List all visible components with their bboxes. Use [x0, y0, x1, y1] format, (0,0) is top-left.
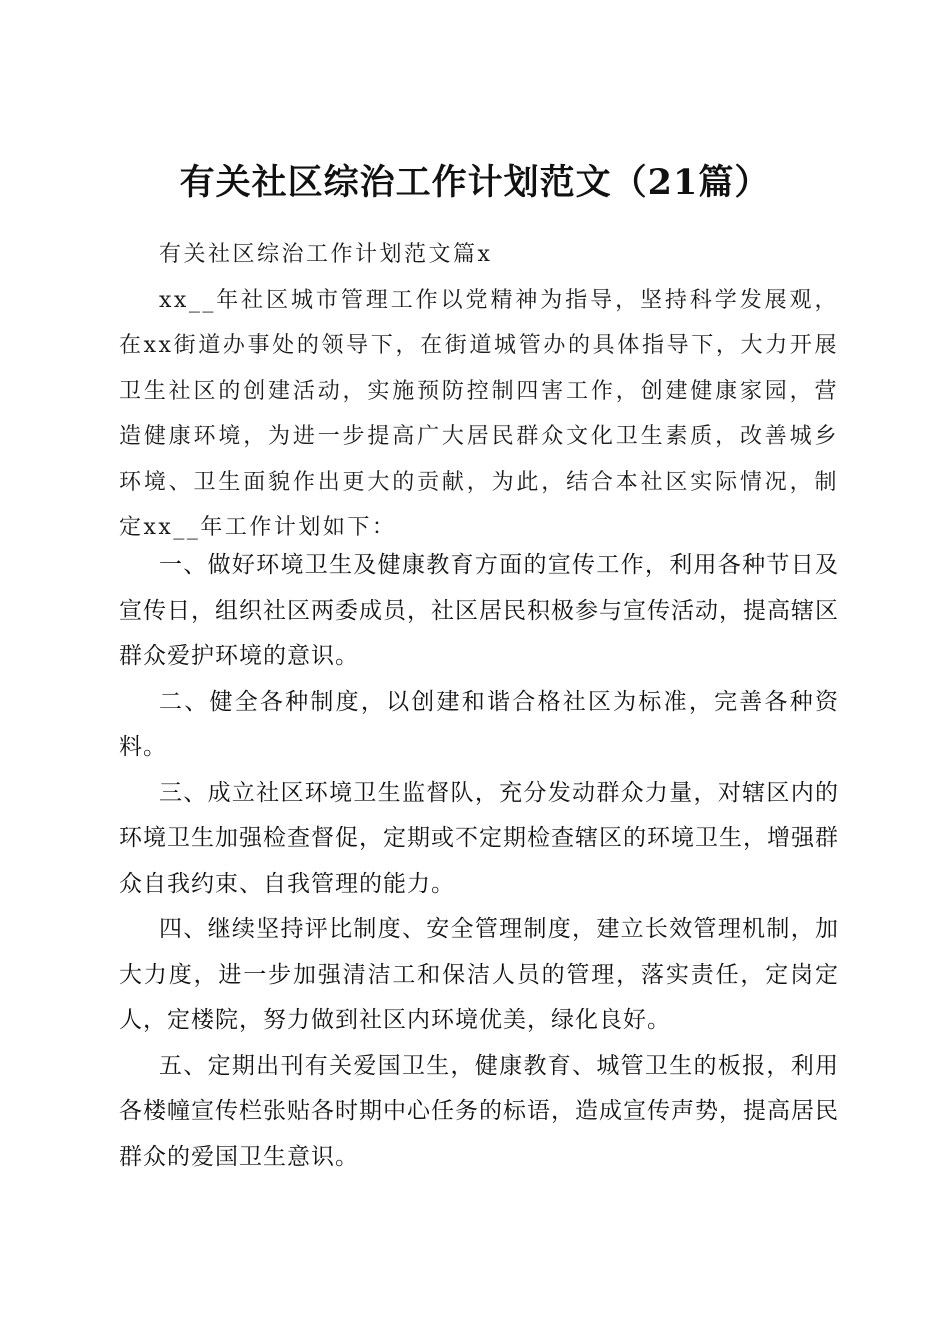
section-list	[119, 543, 839, 1180]
section-item-1: 一、做好环境卫生及健康教育方面的宣传工作，利用各种节日及宣传日，组织社区两委成员，社区居民积极参与宣传活动，提高辖区群众爱护环境的意识。	[119, 552, 839, 669]
intro-block	[119, 232, 839, 551]
document-title: 有关社区综治工作计划范文（21篇）	[179, 162, 771, 204]
section-item-3: 三、成立社区环境卫生监督队，充分发动群众力量，对辖区内的环境卫生加强检查督促，定期或不定期检查辖区的环境卫生，增强群众自我约束、自我管理的能力。	[119, 779, 839, 897]
section-item-2: 二、健全各种制度，以创建和谐合格社区为标准，完善各种资料。	[119, 688, 839, 760]
section-item-5: 五、定期出刊有关爱国卫生，健康教育、城管卫生的板报，利用各楼幢宣传栏张贴各时期中心任务的标语，造成宣传声势，提高居民群众的爱国卫生意识。	[119, 1052, 839, 1170]
section-item-4: 四、继续坚持评比制度、安全管理制度，建立长效管理机制，加大力度，进一步加强清洁工和保洁人员的管理，落实责任，定岗定人，定楼院，努力做到社区内环境优美，绿化良好。	[119, 916, 839, 1033]
intro-heading: 有关社区综治工作计划范文篇x	[159, 242, 493, 267]
intro-paragraph: xx__年社区城市管理工作以党精神为指导，坚持科学发展观，在xx街道办事处的领导下，在街道城管办的具体指导下，大力开展卫生社区的创建活动，实施预防控制四害工作，创建健康家园，营造健康环境，为进一步提高广大居民群众文化卫生素质，改善城乡环境、卫生面貌作出更大的贡献，为此，结合本社区实际情况，制定xx__年工作计划如下：	[119, 287, 839, 540]
